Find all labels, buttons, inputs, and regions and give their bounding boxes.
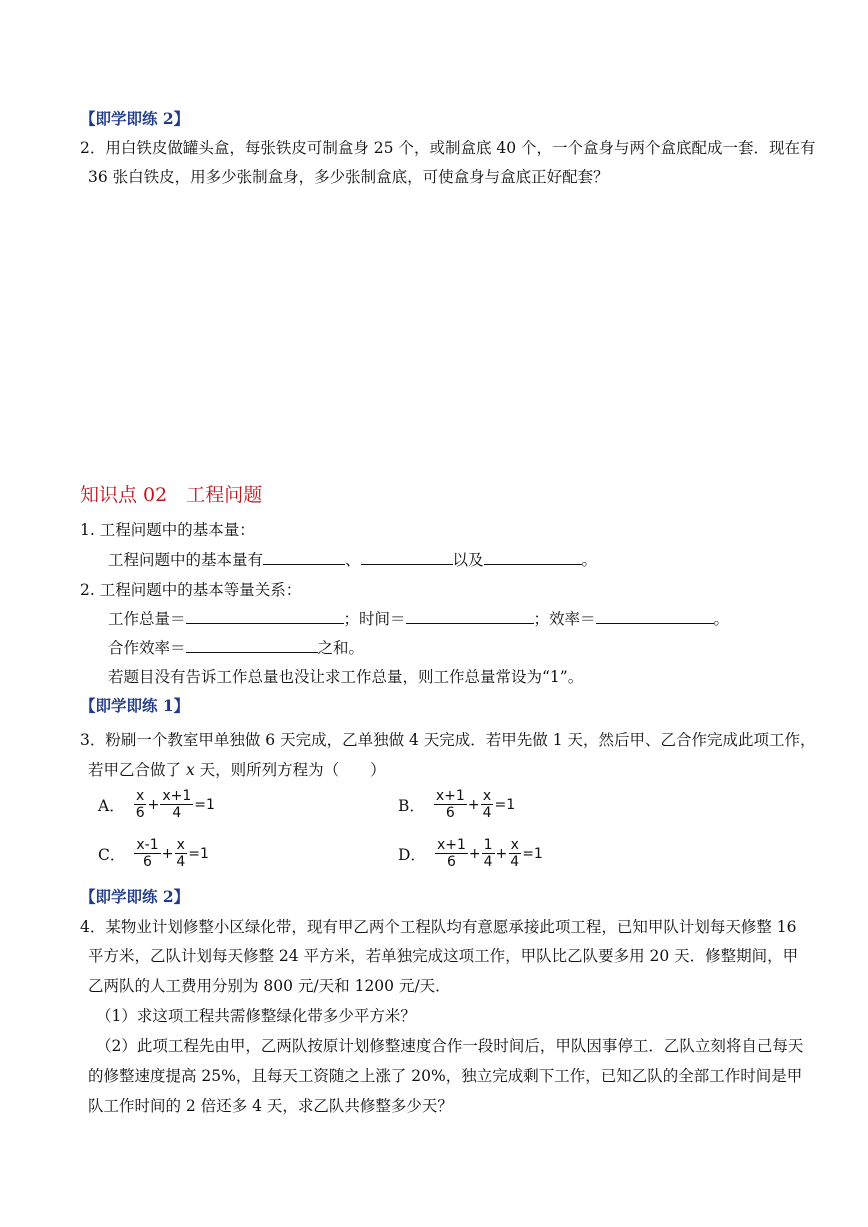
blank-time[interactable] — [406, 609, 534, 624]
question-4-line-3: 乙两队的人工费用分别为 800 元/天和 1200 元/天． — [88, 977, 451, 995]
option-b-fraction-1: $\frac{x+1}{6}$ — [435, 788, 465, 821]
item-1-prefix: 工程问题中的基本量有 — [108, 551, 264, 569]
blank-1[interactable] — [263, 550, 345, 565]
item-2-title: 2. 工程问题中的基本等量关系： — [80, 581, 302, 599]
total-work-label: 工作总量＝ — [108, 610, 186, 628]
question-4-sub-1: （1）求这项工程共需修整绿化带多少平方米？ — [96, 1007, 416, 1025]
option-d-rhs: =1 — [522, 845, 543, 862]
knowledge-point-title: 知识点 02 工程问题 — [80, 484, 263, 506]
question-4-sub-2-line-1: （2）此项工程先由甲，乙两队按原计划修整速度合作一段时间后，甲队因事停工．乙队立刻将自己每天 — [96, 1037, 804, 1055]
option-c-fraction-2: $\frac{x}{4}$ — [176, 837, 186, 870]
option-b[interactable] — [398, 788, 515, 821]
practice-label-1: 【即学即练 1】 — [80, 696, 190, 715]
blank-coop-efficiency[interactable] — [186, 638, 318, 653]
item-1-sep-1: 、 — [345, 551, 361, 569]
question-3-line-1: 3．粉刷一个教室甲单独做 6 天完成，乙单独做 4 天完成．若甲先做 1 天，然后甲、乙合作完成此项工作， — [80, 731, 816, 749]
coop-efficiency-label: 合作效率＝ — [108, 639, 186, 657]
question-3-text-a: 若甲乙合做了 — [88, 761, 186, 779]
item-1-sep-2: 以及 — [452, 551, 484, 569]
blank-efficiency[interactable] — [596, 609, 714, 624]
option-d-plus-2: + — [495, 845, 508, 862]
blank-2[interactable] — [361, 550, 453, 565]
option-c-fraction-1: $\frac{x-1}{6}$ — [136, 837, 159, 870]
practice-label-2: 【即学即练 2】 — [80, 887, 190, 906]
option-a-plus: + — [147, 796, 160, 813]
option-d-fraction-1: $\frac{x+1}{6}$ — [436, 837, 466, 870]
variable-x: x — [185, 761, 195, 779]
blank-total-work[interactable] — [186, 609, 344, 624]
item-2-relations-line — [108, 607, 729, 629]
option-d-letter: D． — [398, 845, 426, 864]
option-c[interactable] — [98, 837, 209, 870]
item-1-title: 1. 工程问题中的基本量： — [80, 521, 255, 539]
option-d[interactable] — [398, 837, 543, 870]
option-d-fraction-3: $\frac{x}{4}$ — [510, 837, 520, 870]
total-work-note: 若题目没有告诉工作总量也没让求工作总量，则工作总量常设为“1”。 — [108, 668, 584, 686]
option-a-rhs: =1 — [194, 796, 215, 813]
practice-label-top: 【即学即练 2】 — [80, 109, 190, 128]
option-b-letter: B． — [398, 796, 425, 815]
option-c-letter: C． — [98, 845, 126, 864]
question-3-text-b: 天，则所列方程为（ ） — [194, 761, 386, 779]
question-2-line-2: 36 张白铁皮，用多少张制盒身，多少张制盒底，可使盒身与盒底正好配套？ — [88, 168, 609, 186]
option-d-plus-1: + — [468, 845, 481, 862]
question-4-sub-2-line-3: 队工作时间的 2 倍还多 4 天，求乙队共修整多少天？ — [88, 1097, 453, 1115]
efficiency-label: ；效率＝ — [533, 610, 596, 628]
question-4-sub-2-line-2: 的修整速度提高 25%，且每天工资随之上涨了 20%，独立完成剩下工作，已知乙队的全部工作时间是甲 — [88, 1067, 803, 1085]
question-4-line-2: 平方米，乙队计划每天修整 24 平方米，若单独完成这项工作，甲队比乙队要多用 20 天．修整期间，甲 — [88, 947, 799, 965]
blank-3[interactable] — [484, 550, 582, 565]
option-a-fraction-2: $\frac{x+1}{4}$ — [162, 788, 192, 821]
coop-efficiency-line — [108, 636, 364, 658]
question-2-line-1: 2．用白铁皮做罐头盒，每张铁皮可制盒身 25 个，或制盒底 40 个，一个盒身与两个盒底配成一套．现在有 — [80, 139, 816, 157]
question-4-line-1: 4．某物业计划修整小区绿化带，现有甲乙两个工程队均有意愿承接此项工程，已知甲队计划每天修整 16 — [80, 918, 797, 936]
option-b-fraction-2: $\frac{x}{4}$ — [482, 788, 492, 821]
item-2-end: 。 — [713, 610, 730, 628]
option-b-rhs: =1 — [494, 796, 516, 813]
option-d-fraction-2: $\frac{1}{4}$ — [483, 837, 493, 870]
time-label: ；时间＝ — [343, 610, 406, 628]
option-a[interactable] — [98, 788, 215, 821]
item-1-fill-line — [108, 548, 597, 570]
question-3-line-2 — [88, 758, 386, 780]
option-a-fraction-1: $\frac{x}{6}$ — [135, 788, 145, 821]
option-b-plus: + — [467, 796, 480, 813]
coop-efficiency-end: 之和。 — [317, 639, 365, 657]
option-a-letter: A． — [98, 796, 125, 815]
option-c-plus: + — [161, 845, 174, 862]
option-c-rhs: =1 — [188, 845, 209, 862]
item-1-end: 。 — [581, 551, 598, 569]
